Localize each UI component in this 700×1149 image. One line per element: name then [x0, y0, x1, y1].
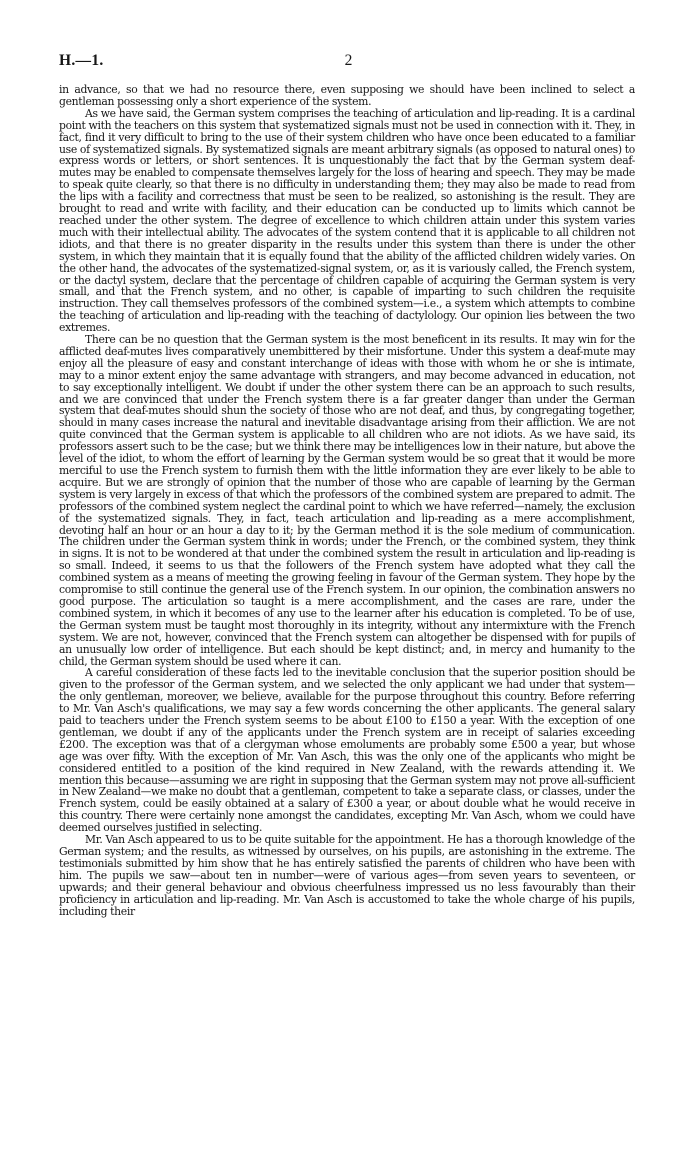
document-reference: H.—1.: [59, 52, 104, 69]
paragraph-van-asch: Mr. Van Asch appeared to us to be quite suitable for the appointment. He has a thorough knowledge of the German system; and the results, as witnessed by ourselves, on his pupils, are astonishing in the extreme. The testimonials submitted by him show that he has entirely satisfied the parents of children who have been with him. The pupils we saw—about ten in number—were of various ages—from seven years to seventeen, or upwards; and their general behaviour and obvious cheerfulness impressed us no less favourably than their proficiency in articulation and lip-reading. Mr. Van Asch is accustomed to take the whole charge of his pupils, including their: [59, 833, 635, 918]
page-header: [59, 52, 638, 72]
paragraph-beneficent-results: There can be no question that the German system is the most beneficent in its results. It may win for the afflicted deaf-mutes lives comparatively unembittered by their misfortune. Under this system a deaf-mute may enjoy all the pleasure of easy and constant interchange of ideas with those with whom he or she is intimate, may to a minor extent enjoy the same advantage with strangers, and may become advanced in education, not to say exceptionally intelligent. We doubt if under the other system there can be an approach to such results, and we are convinced that under the French system there is a far greater danger than under the German system that deaf-mutes should shun the society of those who are not deaf, and thus, by congregating together, should in many cases increase the natural and inevitable disadvantage arising from their affliction. We are not quite convinced that the German system is applicable to all children who are not idiots. As we have said, its professors assert such to be the case; but we think there may be intelligences low in their nature, but above the level of the idiot, to whom the effort of learning by the German system would be so great that it would be more merciful to use the French system to furnish them with the little information they are ever likely to be able to acquire. But we are strongly of opinion that the number of those who are capable of learning by the German system is very largely in excess of that which the professors of the combined system are prepared to admit. The professors of the combined system neglect the cardinal point to which we have referred—namely, the exclusion of the systematized signals. They, in fact, teach articulation and lip-reading as a mere accomplishment, devoting half an hour or an hour a day to it; by the German method it is the sole medium of communication. The children under the German system think in words; under the French, or the combined system, they think in signs. It is not to be wondered at that under the combined system the result in articulation and lip-reading is so small. Indeed, it seems to us that the followers of the French system have adopted what they call the combined system as a means of meeting the growing feeling in favour of the German system. They hope by the compromise to still continue the general use of the French system. In our opinion, the combination answers no good purpose. The articulation so taught is a mere accomplishment, and the cases are rare, under the combined system, in which it becomes of any use to the learner after his education is completed. To be of use, the German system must be taught most thoroughly in its integrity, without any intermixture with the French system. We are not, however, convinced that the French system can altogether be dispensed with for pupils of an unusually low order of intelligence. But each should be kept distinct; and, in mercy and humanity to the child, the German system should be used where it can.: [59, 333, 635, 668]
paragraph-careful-consideration: A careful consideration of these facts led to the inevitable conclusion that the superior position should be given to the professor of the German system, and we selected the only applicant we had under that system—the only gentleman, moreover, we believe, available for the purpose throughout this country. Before referring to Mr. Van Asch's qualifications, we may say a few words concerning the other applicants. The general salary paid to teachers under the French system seems to be about £100 to £150 a year. With the exception of one gentleman, we doubt if any of the applicants under the French system are in receipt of salaries exceeding £200. The exception was that of a clergyman whose emoluments are probably some £500 a year, but whose age was over fifty. With the exception of Mr. Van Asch, this was the only one of the applicants who might be considered entitled to a position of the kind required in New Zealand, with the rewards attending it. We mention this because—assuming we are right in supposing that the German system may not prove all-sufficient in New Zealand—we make no doubt that a gentleman, competent to take a separate class, or classes, under the French system, could be easily obtained at a salary of £300 a year, or about double what he would receive in this country. There were certainly none amongst the candidates, excepting Mr. Van Asch, whom we could have deemed ourselves justified in selecting.: [59, 666, 635, 835]
paragraph-continuation: in advance, so that we had no resource there, even supposing we should have been inclined to select a gentleman possessing only a short experience of the system.: [59, 83, 635, 108]
page-number: 2: [344, 52, 353, 69]
body-text: [59, 84, 635, 917]
paragraph-german-system: As we have said, the German system comprises the teaching of articulation and lip-reading. It is a cardinal point with the teachers on this system that systematized signals must not be used in connection with it. They, in fact, find it very difficult to bring to the use of their system children who have once been educated to a familiar use of systematized signals. By systematized signals are meant arbitrary signals (as opposed to natural ones) to express words or letters, or short sentences. It is unquestionably the fact that by the German system deaf-mutes may be enabled to compensate themselves largely for the loss of hearing and speech. They may be made to speak quite clearly, so that there is no difficulty in understanding them; they may also be made to read from the lips with a facility and correctness that must be seen to be realized, so astonishing is the result. They are brought to read and write with facility, and their education can be conducted up to limits which cannot be reached under the other system. The degree of excellence to which children attain under this system varies much with their intellectual ability. The advocates of the system contend that it is applicable to all children not idiots, and that there is no greater disparity in the results under this system than there is under the other system, in which they maintain that it is equally found that the ability of the afflicted children widely varies. On the other hand, the advocates of the systematized-signal system, or, as it is variously called, the French system, or the dactyl system, declare that the percentage of children capable of acquiring the German system is very small, and that the French system, and no other, is capable of imparting to such children the requisite instruction. They call themselves professors of the combined system—i.e., a system which attempts to combine the teaching of articulation and lip-reading with the teaching of dactylology. Our opinion lies between the two extremes.: [59, 106, 635, 335]
